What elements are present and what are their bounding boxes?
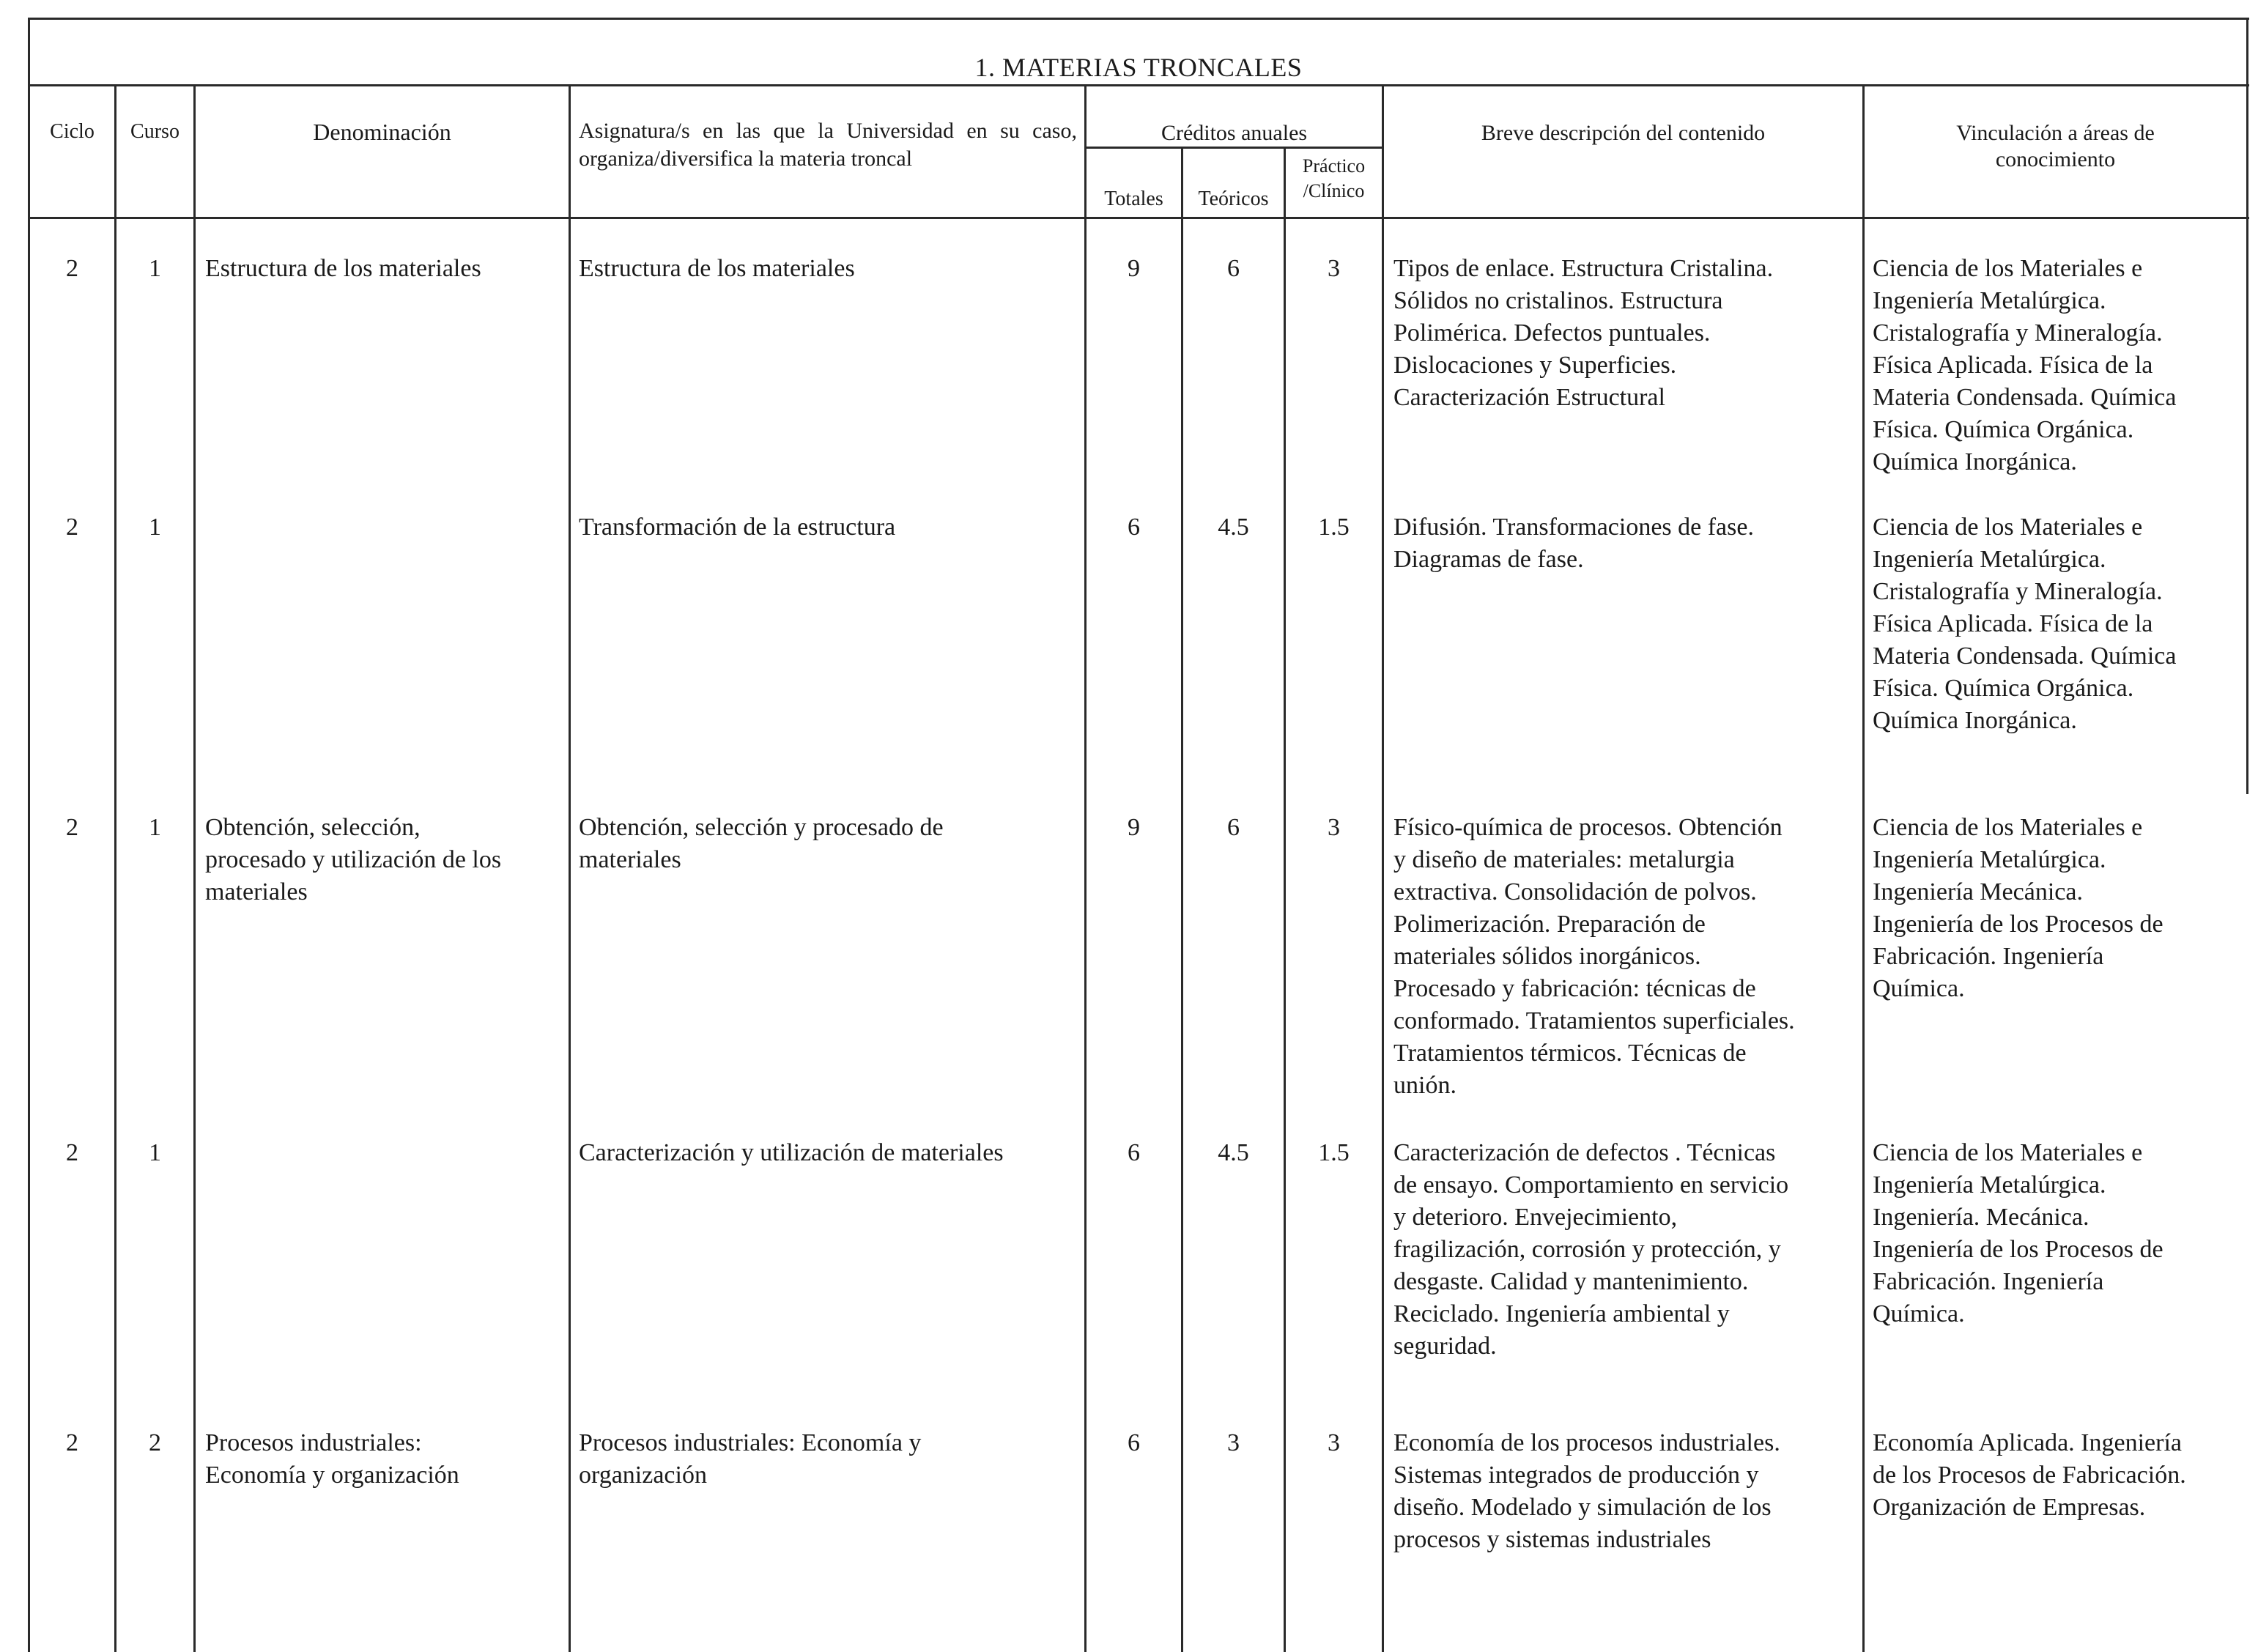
cell-practico: 3 [1328, 814, 1340, 841]
header-vinculacion: Vinculación a áreas de conocimiento [1956, 121, 2155, 171]
cell-asignatura: Procesos industriales: Economía y organización [579, 1429, 922, 1489]
header-asignatura: Asignatura/s en las que la Universidad en su caso, organiza/diversifica la materia troncal [579, 119, 1077, 171]
table-right-border [2246, 18, 2248, 794]
cell-descripcion: Tipos de enlace. Estructura Cristalina. Sólidos no cristalinos. Estructura Polimérica. Defectos puntuales. Dislocaciones y Superficies. Caracterización Estructural [1393, 255, 1774, 411]
header-totales: Totales [1104, 188, 1163, 210]
cell-curso: 1 [149, 814, 161, 841]
cell-totales: 6 [1128, 1139, 1140, 1166]
header-teoricos: Teóricos [1198, 188, 1269, 210]
header-ciclo: Ciclo [50, 120, 95, 143]
creditos-subheader-divider [1084, 147, 1382, 149]
cell-asignatura: Estructura de los materiales [579, 255, 855, 282]
cell-ciclo: 2 [66, 1429, 78, 1456]
table-top-border [28, 18, 2249, 20]
cell-teoricos: 6 [1227, 814, 1240, 841]
cell-teoricos: 3 [1227, 1429, 1240, 1456]
cell-asignatura: Transformación de la estructura [579, 514, 896, 541]
header-denominacion: Denominación [313, 119, 451, 145]
col-line-practico-descripcion [1382, 84, 1384, 1652]
cell-curso: 1 [149, 1139, 161, 1166]
title-row-divider [28, 84, 2249, 86]
col-line-curso-denominacion [193, 84, 196, 1652]
cell-practico: 3 [1328, 1429, 1340, 1456]
cell-ciclo: 2 [66, 514, 78, 541]
cell-denominacion: Procesos industriales: Economía y organización [205, 1429, 459, 1489]
cell-ciclo: 2 [66, 1139, 78, 1166]
cell-descripcion: Físico-química de procesos. Obtención y diseño de materiales: metalurgia extractiva. Consolidación de polvos. Polimerización. Preparación de materiales sólidos inorgánicos. Procesado y fabricación: técnicas de conformado. Tratamientos superficiales. Tratamientos térmicos. Técnicas de unión. [1393, 814, 1795, 1099]
cell-asignatura: Obtención, selección y procesado de materiales [579, 814, 944, 873]
cell-teoricos: 6 [1227, 255, 1240, 282]
cell-curso: 1 [149, 255, 161, 282]
col-line-teoricos-practico [1284, 147, 1286, 1652]
cell-totales: 9 [1128, 814, 1140, 841]
col-line-denominacion-asignatura [569, 84, 571, 1652]
header-curso: Curso [130, 120, 179, 143]
cell-vinculacion: Ciencia de los Materiales e Ingeniería Metalúrgica. Ingeniería. Mecánica. Ingeniería de los Procesos de Fabricación. Ingeniería Química. [1873, 1139, 2163, 1327]
header-descripcion: Breve descripción del contenido [1481, 121, 1766, 145]
table-title: 1. MATERIAS TRONCALES [974, 53, 1303, 82]
header-practico-clinico: Práctico /Clínico [1302, 155, 1366, 201]
cell-practico: 1.5 [1318, 514, 1350, 541]
cell-totales: 6 [1128, 514, 1140, 541]
col-line-descripcion-vinculacion [1862, 84, 1865, 1652]
cell-descripcion: Difusión. Transformaciones de fase. Diagramas de fase. [1393, 514, 1754, 573]
cell-ciclo: 2 [66, 255, 78, 282]
cell-asignatura: Caracterización y utilización de materiales [579, 1139, 1004, 1166]
cell-denominacion: Estructura de los materiales [205, 255, 481, 282]
col-line-totales-teoricos [1181, 147, 1183, 1652]
cell-descripcion: Caracterización de defectos . Técnicas de ensayo. Comportamiento en servicio y deterioro. Envejecimiento, fragilización, corrosión y protección, y desgaste. Calidad y mantenimiento. Reciclado. Ingeniería ambiental y seguridad. [1393, 1139, 1789, 1360]
cell-ciclo: 2 [66, 814, 78, 841]
cell-denominacion: Obtención, selección, procesado y utilización de los materiales [205, 814, 502, 905]
cell-vinculacion: Ciencia de los Materiales e Ingeniería Metalúrgica. Cristalografía y Mineralogía. Física Aplicada. Física de la Materia Condensada. Química Física. Química Orgánica. Química Inorgánica. [1873, 514, 2177, 734]
cell-vinculacion: Economía Aplicada. Ingeniería de los Procesos de Fabricación. Organización de Empresas. [1873, 1429, 2186, 1521]
cell-practico: 1.5 [1318, 1139, 1350, 1166]
col-line-ciclo-curso [114, 84, 116, 1652]
cell-totales: 9 [1128, 255, 1140, 282]
cell-vinculacion: Ciencia de los Materiales e Ingeniería Metalúrgica. Cristalografía y Mineralogía. Física Aplicada. Física de la Materia Condensada. Química Física. Química Orgánica. Química Inorgánica. [1873, 255, 2177, 475]
cell-teoricos: 4.5 [1218, 1139, 1249, 1166]
col-line-ciclo-left [28, 84, 30, 1652]
col-line-asignatura-totales [1084, 84, 1087, 1652]
cell-curso: 1 [149, 514, 161, 541]
header-creditos-anuales: Créditos anuales [1161, 121, 1308, 145]
header-row-divider [28, 217, 2249, 219]
cell-totales: 6 [1128, 1429, 1140, 1456]
cell-practico: 3 [1328, 255, 1340, 282]
cell-vinculacion: Ciencia de los Materiales e Ingeniería Metalúrgica. Ingeniería Mecánica. Ingeniería de los Procesos de Fabricación. Ingeniería Química. [1873, 814, 2163, 1002]
cell-descripcion: Economía de los procesos industriales. Sistemas integrados de producción y diseño. Modelado y simulación de los procesos y sistemas industriales [1393, 1429, 1780, 1553]
cell-teoricos: 4.5 [1218, 514, 1249, 541]
cell-curso: 2 [149, 1429, 161, 1456]
